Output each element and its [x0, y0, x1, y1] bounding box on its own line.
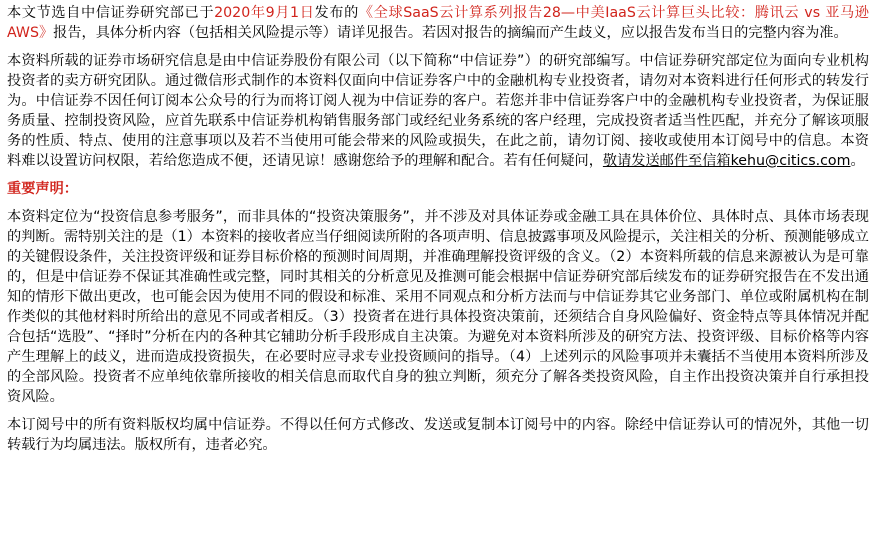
intro-paragraph: [7, 3, 869, 43]
about-paragraph: [7, 51, 869, 171]
disclaimer-document: [7, 3, 869, 455]
paragraph-gap: [7, 407, 869, 415]
email-link[interactable]: 敬请发送邮件至信箱kehu@citics.com: [602, 153, 851, 169]
copyright-paragraph: 本订阅号中的所有资料版权均属中信证券。不得以任何方式修改、发送或复制本订阅号中的内容。除经中信证券认可的情况外，其他一切转载行为均属违法。版权所有，违者必究。: [7, 417, 869, 453]
about-text: 本资料所载的证券市场研究信息是由中信证券股份有限公司（以下简称“中信证券”）的研究部编写。中信证券研究部定位为面向专业机构投资者的卖方研究团队。通过微信形式制作的本资料仅面向中信证券客户中的金融机构专业投资者，请勿对本资料进行任何形式的转发行为。中信证券不因任何订阅本公众号的行为而将订阅人视为中信证券的客户。若您并非中信证券客户中的金融机构专业投资者，为保证服务质量、控制投资风险，应首先联系中信证券机构销售服务部门或经纪业务系统的客户经理，完成投资者适当性匹配，并充分了解该项服务的性质、特点、使用的注意事项以及若不当使用可能会带来的风险或损失，在此之前，请勿订阅、接收或使用本订阅号中的信息。本资料难以设置访问权限，若给您造成不便，还请见谅！感谢您给予的理解和配合。若有任何疑问，: [7, 53, 869, 169]
report-title: 《全球SaaS云计算系列报告28—中美IaaS云计算巨头比较：腾讯云 vs 亚马逊AWS》: [7, 5, 869, 41]
paragraph-gap: [7, 199, 869, 207]
report-date: 2020年9月1日: [214, 5, 315, 21]
paragraph-gap: [7, 171, 869, 179]
intro-suffix: 报告，具体分析内容（包括相关风险提示等）请详见报告。若因对报告的摘编而产生歧义，应以报告发布当日的完整内容为准。: [53, 25, 848, 41]
important-paragraph: 本资料定位为“投资信息参考服务”，而非具体的“投资决策服务”，并不涉及对具体证券或金融工具在具体价位、具体时点、具体市场表现的判断。需特别关注的是（1）本资料的接收者应当仔细阅读所附的各项声明、信息披露事项及风险提示，关注相关的分析、预测能够成立的关键假设条件，关注投资评级和证券目标价格的预测时间周期，并准确理解投资评级的含义。（2）本资料所载的信息来源被认为是可靠的，但是中信证券不保证其准确性或完整，同时其相关的分析意见及推测可能会根据中信证券研究部后续发布的证券研究报告在不发出通知的情形下做出更改，也可能会因为使用不同的假设和标准、采用不同观点和分析方法而与中信证券其它业务部门、单位或附属机构在制作类似的其他材料时所给出的意见不同或者相反。（3）投资者在进行具体投资决策前，还须结合自身风险偏好、资金特点等具体情况并配合包括“选股”、“择时”分析在内的各种其它辅助分析手段形成自主决策。为避免对本资料所涉及的研究方法、投资评级、目标价格等内容产生理解上的歧义，进而造成投资损失，在必要时应寻求专业投资顾问的指导。（4）上述列示的风险事项并未囊括不当使用本资料所涉及的全部风险。投资者不应单纯依靠所接收的相关信息而取代自身的独立判断，须充分了解各类投资风险，自主作出投资决策并自行承担投资风险。: [7, 209, 869, 405]
about-end: 。: [850, 153, 865, 169]
important-heading: 重要声明：: [7, 181, 78, 197]
intro-prefix: 本文节选自中信证券研究部已于: [7, 5, 215, 21]
paragraph-gap: [7, 43, 869, 51]
intro-middle: 发布的: [314, 5, 359, 21]
